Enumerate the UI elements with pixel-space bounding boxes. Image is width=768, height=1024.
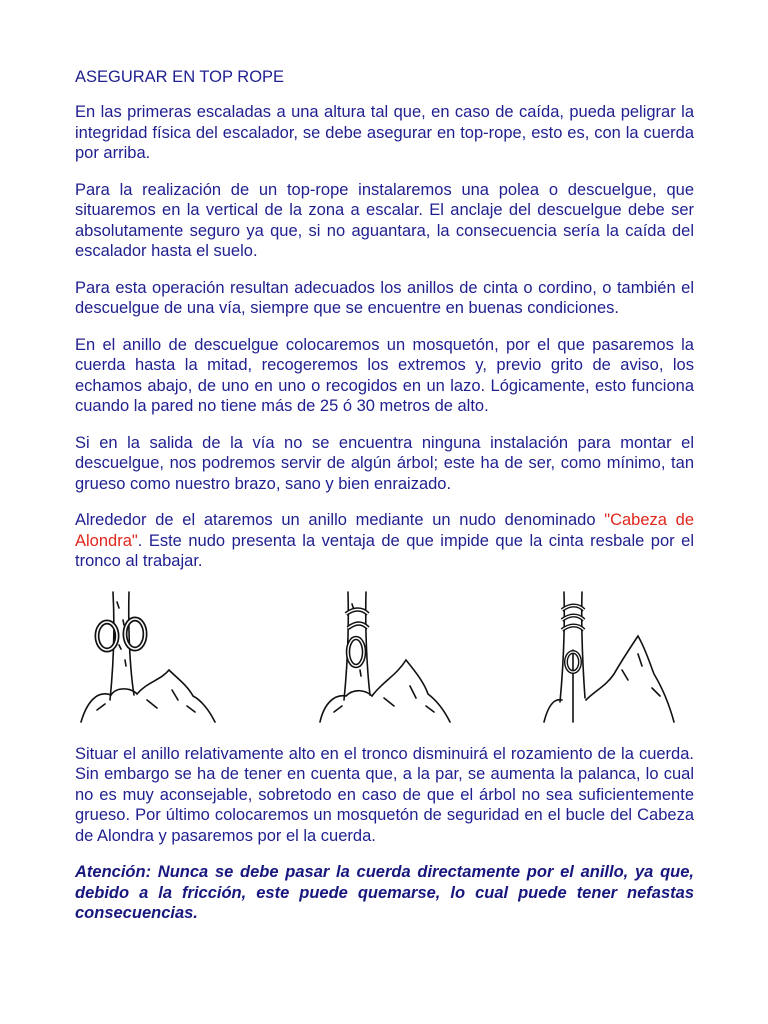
document-title: ASEGURAR EN TOP ROPE — [75, 68, 285, 86]
knot-step-1-illustration — [77, 590, 227, 724]
warning-paragraph: Atención: Nunca se debe pasar la cuerda directamente por el anillo, ya que, debido a la fricción, este puede quemarse, lo cual puede tener nefastas consecuencias. — [75, 863, 694, 922]
paragraph-knot — [75, 510, 694, 572]
paragraph-pulley: Para la realización de un top-rope instalaremos una polea o descuelgue, que situaremos en la vertical de la zona a escalar. El anclaje del descuelgue debe ser absolutamente seguro ya que, si no aguantara, la consecuencia sería la caída del escalador hasta el suelo. — [75, 180, 694, 260]
knot-name-highlight: "Cabeza de Alondra" — [75, 511, 695, 550]
paragraph-tree: Si en la salida de la vía no se encuentra ninguna instalación para montar el descuelgue, nos podremos servir de algún árbol; este ha de ser, como mínimo, tan grueso como nuestro brazo, sano y bien enraizado. — [75, 433, 694, 493]
knot-step-3-illustration — [542, 590, 692, 724]
knot-illustrations — [75, 588, 694, 724]
paragraph-anchors: Para esta operación resultan adecuados los anillos de cinta o cordino, o también el descuelgue de una vía, siempre que se encuentre en buenas condiciones. — [75, 278, 694, 317]
knot-text-after: . Este nudo presenta la ventaja de que impide que la cinta resbale por el tronco al trabajar. — [75, 531, 694, 570]
knot-step-2-illustration — [310, 590, 460, 724]
paragraph-carabiner: En el anillo de descuelgue colocaremos un mosquetón, por el que pasaremos la cuerda hasta la mitad, recogeremos los extremos y, previo grito de aviso, los echamos abajo, de uno en uno o recogidos en un lazo. Lógicamente, esto funciona cuando la pared no tiene más de 25 ó 30 metros de alto. — [75, 335, 694, 415]
paragraph-intro: En las primeras escaladas a una altura tal que, en caso de caída, pueda peligrar la integridad física del escalador, se debe asegurar en top-rope, esto es, con la cuerda por arriba. — [75, 103, 694, 162]
paragraph-ring-position: Situar el anillo relativamente alto en el tronco disminuirá el rozamiento de la cuerda. Sin embargo se ha de tener en cuenta que, a la par, se aumenta la palanca, lo cual no es muy aconsejable, sobretodo en caso de que el árbol no sea suficientemente grueso. Por último colocaremos un mosquetón de seguridad en el bucle del Cabeza de Alondra y pasaremos por el la cuerda. — [75, 744, 694, 845]
knot-text-before: Alrededor de el ataremos un anillo mediante un nudo denominado — [75, 511, 605, 529]
